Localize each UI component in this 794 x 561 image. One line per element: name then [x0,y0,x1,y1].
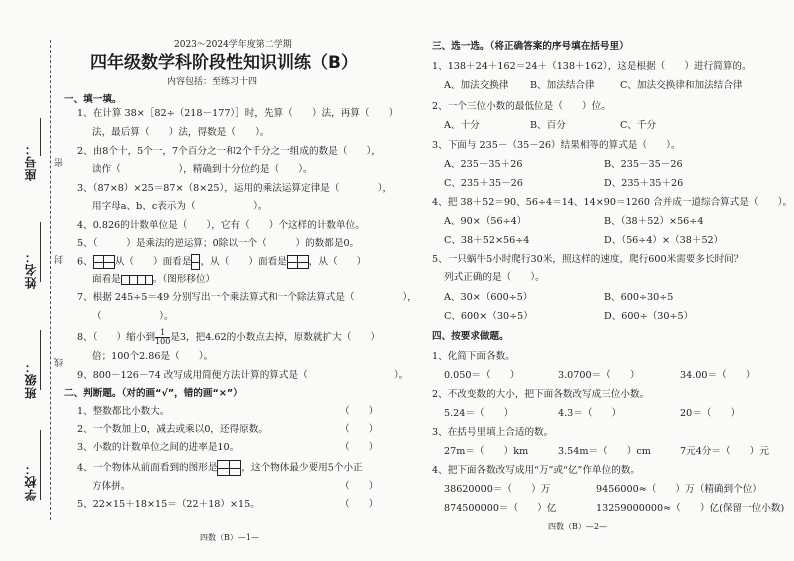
seal-char: 封 [55,255,65,264]
q6-prefix: 6、 [77,256,93,268]
task-2-item[interactable]: 20＝（ ） [680,408,741,419]
choice-5-line1: 5、一只蜗牛5小时爬行30米，照这样的速度，爬行600米需要多长时间？ [432,254,744,265]
page-footer-left: 四数（B）—1— [200,533,259,542]
choice-4-opt-c[interactable]: C、38＋52×56÷4 [444,235,530,246]
choice-4-opt-a[interactable]: A、90×（56÷4） [444,216,527,227]
choice-5-opt-d[interactable]: D、600÷（30÷5） [604,311,694,322]
q8-text: 是3，把4.62的小数点去掉，原数就扩大（ ） [170,332,381,343]
q8-text: 8、（ ）缩小到 [77,332,156,343]
view-figure-grid [287,255,309,269]
judge-5: 5、22×15＋18×15＝（22＋18）×15。 [77,499,260,510]
name-line[interactable] [40,222,41,282]
fraction [155,329,170,346]
q6-text: 。（图形移位） [152,274,216,285]
task-3-item[interactable]: 27m＝（ ）km [444,446,529,457]
school-label: 学校： [24,462,38,501]
choice-1-opt-a[interactable]: A、加法交换律 [444,80,509,91]
choice-5-opt-a[interactable]: A、30×（600÷5） [444,292,533,303]
task-4-item[interactable]: 38620000＝（ ）万 [444,484,551,495]
q6-text: ，从（ ） [308,256,367,268]
judge-2: 2、一个数加上0，减去或乘以0，还得原数。 [77,424,268,435]
answer-paren[interactable]: （ ） [340,499,379,510]
task-4-item[interactable]: 13259000000≈（ ）亿(保留一位小数) [596,503,785,514]
answer-paren[interactable]: （ ） [340,442,379,453]
q6-text: ，从（ ）面看是 [200,256,287,268]
section-do-title: 四、按要求做题。 [432,331,509,342]
choice-4-opt-b[interactable]: B、（38＋52）×56÷4 [604,216,704,227]
choice-3-opt-d[interactable]: D、235＋35＋26 [604,178,684,189]
task-1-item[interactable]: 3.0700＝（ ） [558,370,640,381]
q6-line1 [77,254,366,270]
seal-line [50,40,51,520]
choice-1: 1、138＋24＋162＝24＋（138＋162），这是根据（ ）进行简算的。 [432,61,752,72]
choice-3-opt-a[interactable]: A、235－35＋26 [444,159,523,170]
q1-line1: 1、在计算 38×［82÷（218－177）］时，先算（ ）法，再算（ ） [77,108,399,119]
q5-line: 5、（ ）是乘法的逆运算；0除以一个（ ）的数都是0。 [77,238,360,249]
choice-5-line2: 列式正确的是（ ）。 [444,272,545,283]
q7-line2: （ ）。 [92,311,174,322]
task-3-item[interactable]: 3.54m＝（ ）cm [558,446,651,457]
q6-text: 从（ ）面看是 [114,256,192,268]
fraction-numerator: 1 [160,328,166,337]
task-3-item[interactable]: 7元4分＝（ ）元 [680,446,769,457]
task-4: 4、把下面各数改写成用“万”或“亿”作单位的数。 [432,465,641,476]
choice-1-opt-b[interactable]: B、加法结合律 [530,80,595,91]
view-figure-strip [121,275,153,285]
choice-5-opt-c[interactable]: C、600×（30÷5） [444,311,533,322]
q6-line2 [92,274,215,286]
class-label: 班级： [24,360,38,399]
section-choose-title: 三、选一选。（将正确答案的序号填在括号里） [432,41,629,52]
judge-4-text: 4、一个物体从前面看到的图形是 [77,462,218,474]
q1-line2: 法，最后算（ ）法，得数是（ ）。 [92,127,270,138]
seat-number-label: 座号： [24,142,38,181]
task-2: 2、不改变数的大小，把下面各数改写成三位小数。 [432,389,650,400]
section-judge-title: 二、判断题。（对的画“√”，错的画“×”） [64,388,243,399]
choice-4-opt-d[interactable]: D、（56÷4）×（38＋52） [604,235,724,246]
seal-char: 线 [55,358,65,367]
seal-char: 密 [55,158,65,167]
choice-2: 2、一个三位小数的最低位是（ ）位。 [432,101,611,112]
q2-line1: 2、由8个十，5个一，7个百分之一和2个千分之一组成的数是（ ）， [77,146,381,157]
task-2-item[interactable]: 4.3＝（ ） [558,408,622,419]
q2-line2: 读作（ ），精确到十分位约是（ ）。 [92,164,313,175]
judge-4-line2: 方体拼。 [92,481,131,492]
choice-3-opt-c[interactable]: C、235＋35－26 [444,178,523,189]
q4-line: 4、0.826的计数单位是（ ），它有（ ）个这样的计数单位。 [77,220,365,231]
choice-3-opt-b[interactable]: B、235－35－26 [604,159,683,170]
choice-2-opt-a[interactable]: A、十分 [444,120,480,131]
judge-3: 3、小数的计数单位之间的进率是10。 [77,442,240,453]
q6-text: 面看是 [92,274,121,285]
task-1: 1、化简下面各数。 [432,351,515,362]
page-title: 四年级数学科阶段性知识训练（B） [90,53,358,73]
q7-line1: 7、根据 245÷5＝49 分别写出一个乘法算式和一个除法算式是（ ）， [77,292,417,303]
name-label: 姓名： [24,250,38,289]
cube-figure [93,255,115,269]
choice-4: 4、把 38＋52＝90、56÷4＝14、14×90＝1260 合并成一道综合算式是（ ）。 [432,197,793,208]
answer-paren[interactable]: （ ） [340,481,379,492]
page-footer-right: 四数（B）—2— [548,522,607,531]
term-line: 2023～2024学年度第二学期 [174,40,292,50]
task-1-item[interactable]: 0.050＝（ ） [444,370,520,381]
task-4-item[interactable]: 9456000≈（ ）万（精确到个位） [596,484,762,495]
q8-line2: 倍；100个2.86是（ ）。 [92,351,214,362]
judge-1: 1、整数都比小数大。 [77,406,170,417]
task-3: 3、在括号里填上合适的数。 [432,427,554,438]
front-view-figure [217,460,241,476]
q8-line1 [77,329,380,346]
answer-paren[interactable]: （ ） [340,424,379,435]
judge-4-line1 [77,460,363,476]
seat-number-line[interactable] [40,118,41,156]
class-line[interactable] [40,330,41,390]
section-fill-title: 一、填一填。 [64,94,122,105]
fraction-denominator: 100 [155,337,171,346]
choice-2-opt-b[interactable]: B、百分 [530,120,566,131]
task-4-item[interactable]: 874500000＝（ ）亿 [444,503,557,514]
answer-paren[interactable]: （ ） [340,406,379,417]
choice-3: 3、下面与 235－（35－26）结果相等的算式是（ ）。 [432,140,681,151]
choice-1-opt-c[interactable]: C、加法交换律和加法结合律 [620,80,743,91]
q3-line2: 用字母a、b、c表示为（ ）。 [92,201,268,212]
q3-line1: 3、（87×8）×25＝87×（8×25），运用的乘法运算定律是（ ）， [77,183,393,194]
choice-2-opt-c[interactable]: C、千分 [620,120,657,131]
scope-line: 内容包括：至练习十四 [167,77,258,87]
choice-5-opt-b[interactable]: B、600÷30÷5 [604,292,674,303]
judge-4-text: ，这个物体最少要用5个小正 [241,462,363,474]
school-line[interactable] [40,430,41,500]
q9-line: 9、800－126－74 改写成用简便方法计算的算式是（ ）。 [77,370,409,381]
task-1-item[interactable]: 34.00＝（ ） [680,370,756,381]
task-2-item[interactable]: 5.24＝（ ） [444,408,514,419]
